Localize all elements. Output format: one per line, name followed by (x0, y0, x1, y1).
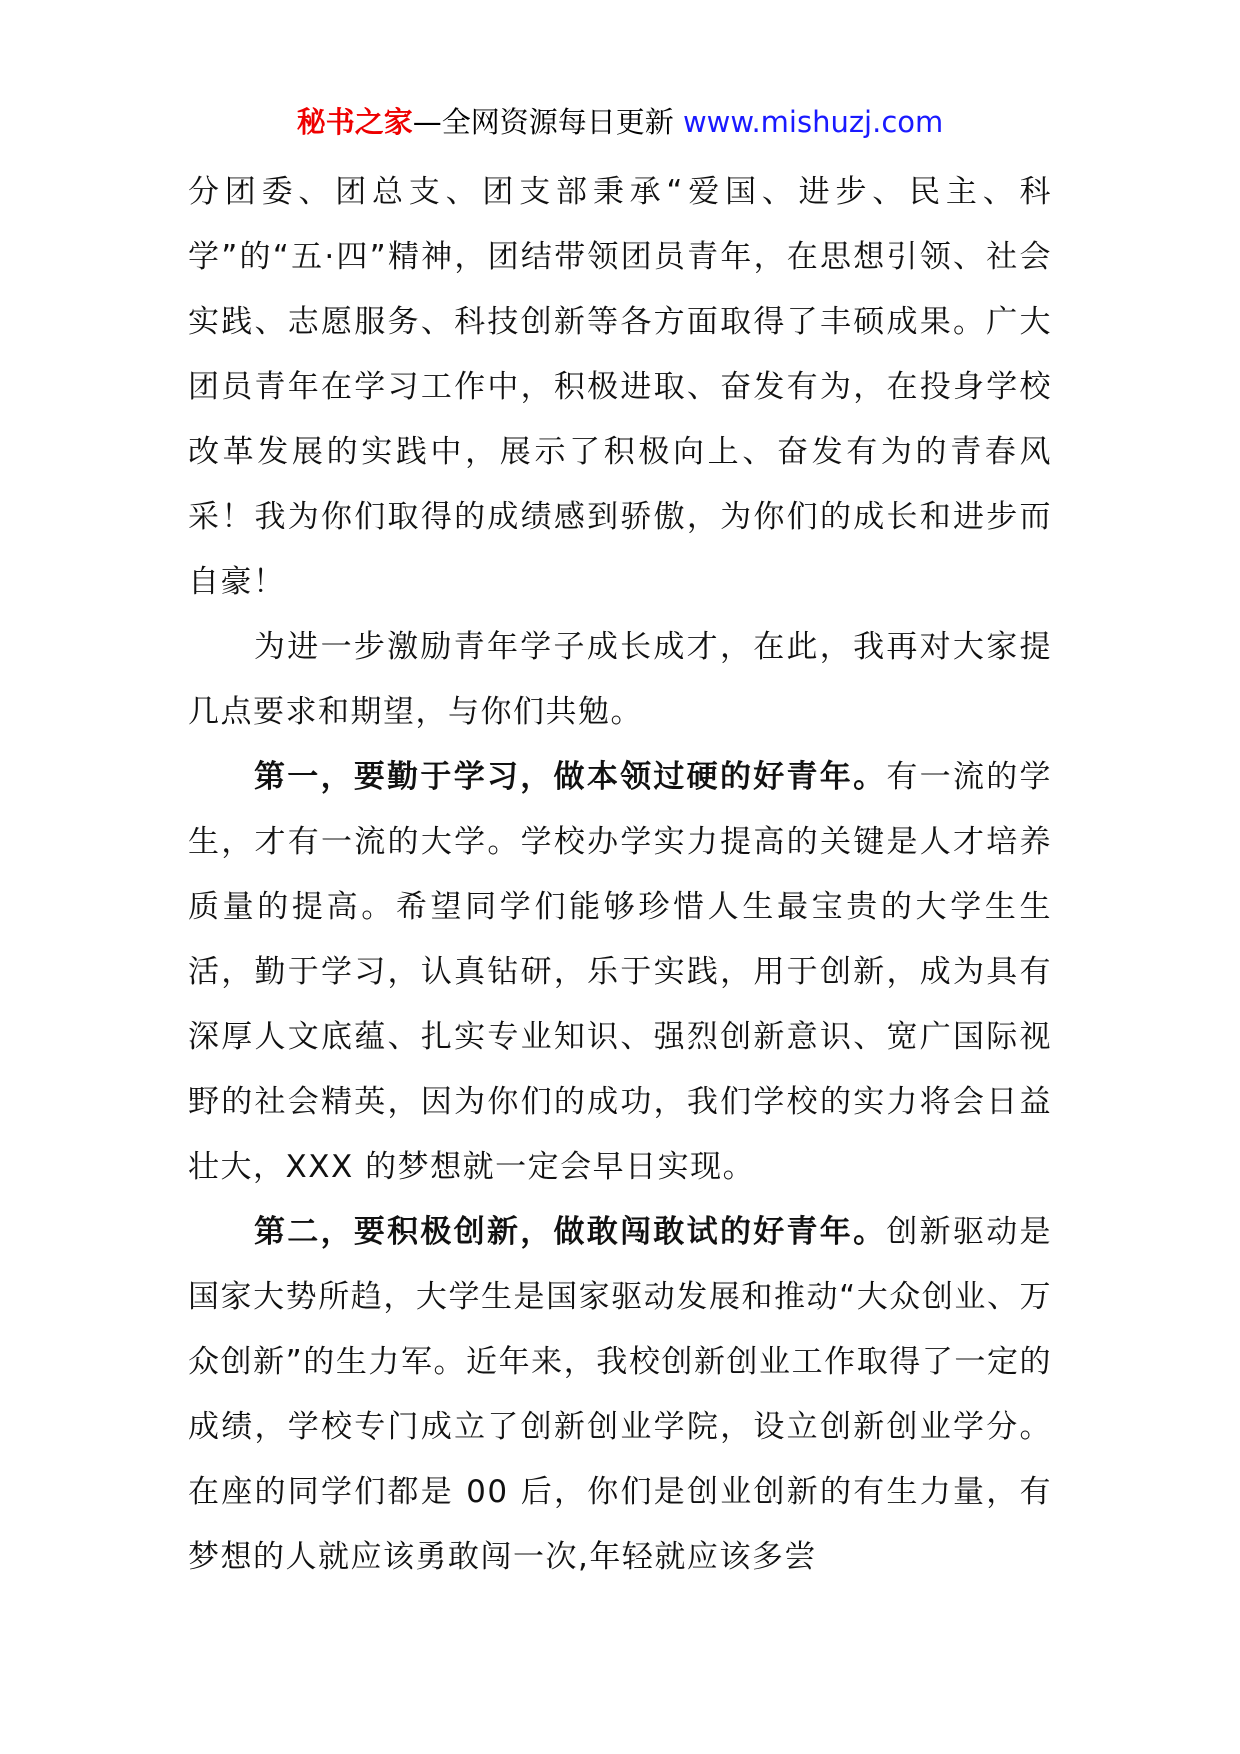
paragraph-lead: 第一，要勤于学习，做本领过硬的好青年。 (254, 759, 887, 795)
paragraph-text: 有一流的学生，才有一流的大学。学校办学实力提高的关键是人才培养质量的提高。希望同学们能够珍惜人生最宝贵的大学生生活，勤于学习，认真钻研，乐于实践，用于创新，成为具有深厚人文底蕴、扎实专业知识、强烈创新意识、宽广国际视野的社会精英，因为你们的成功，我们学校的实力将会日益壮大，XXX 的梦想就一定会早日实现。 (188, 759, 1053, 1185)
paragraph (188, 1200, 1052, 1590)
paragraph-text: 分团委、团总支、团支部秉承“爱国、进步、民主、科学”的“五·四”精神，团结带领团员青年，在思想引领、社会实践、志愿服务、科技创新等各方面取得了丰硕成果。广大团员青年在学习工作中，积极进取、奋发有为，在投身学校改革发展的实践中，展示了积极向上、奋发有为的青春风采！我为你们取得的成绩感到骄傲，为你们的成长和进步而自豪！ (188, 174, 1052, 600)
page-header (0, 100, 1240, 144)
paragraph (188, 745, 1052, 1200)
paragraph (188, 615, 1052, 745)
paragraph-text: 创新驱动是国家大势所趋，大学生是国家驱动发展和推动“大众创业、万众创新”的生力军。近年来，我校创新创业工作取得了一定的成绩，学校专门成立了创新创业学院，设立创新创业学分。在座的同学们都是 00 后，你们是创业创新的有生力量，有梦想的人就应该勇敢闯一次,年轻就应该多尝 (188, 1214, 1053, 1575)
paragraph (188, 160, 1052, 615)
header-tagline: —全网资源每日更新 (412, 105, 674, 139)
header-url[interactable]: www.mishuzj.com (682, 105, 944, 139)
paragraph-lead: 第二，要积极创新，做敢闯敢试的好青年。 (254, 1214, 887, 1250)
paragraph-text: 为进一步激励青年学子成长成才，在此，我再对大家提几点要求和期望，与你们共勉。 (188, 629, 1052, 730)
document-body (188, 160, 1052, 1590)
header-brand: 秘书之家 (296, 105, 413, 139)
